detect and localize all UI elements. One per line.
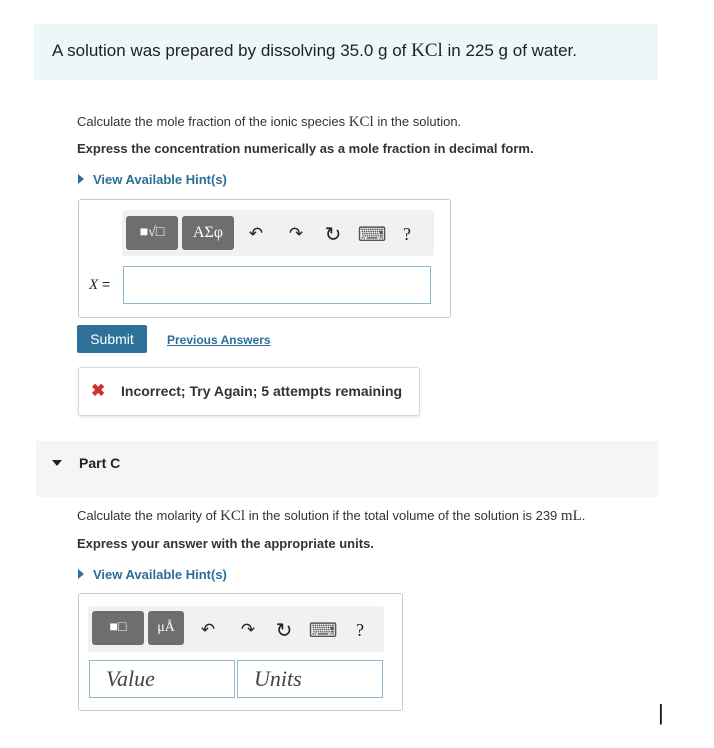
units-placeholder: Units [254, 666, 302, 691]
help-icon[interactable]: ? [403, 223, 411, 244]
units-template-button[interactable] [92, 611, 144, 645]
reset-icon[interactable]: ↻ [324, 223, 342, 246]
problem-text-before: A solution was prepared by dissolving 35.0 g of [52, 41, 412, 60]
part-c-title: Part C [79, 455, 121, 471]
units-button[interactable] [148, 611, 184, 645]
caret-down-icon[interactable] [52, 460, 62, 466]
part-b-hint-link[interactable] [78, 172, 227, 187]
submit-button[interactable]: Submit [77, 325, 147, 353]
part-b-input-label [89, 276, 110, 294]
problem-formula: KCl [411, 40, 443, 61]
keyboard-icon[interactable]: ⌨ [357, 223, 387, 246]
value-input[interactable] [89, 660, 235, 698]
part-c-hint-link[interactable] [78, 567, 227, 582]
part-b-instruction: Express the concentration numerically as a mole fraction in decimal form. [77, 141, 534, 156]
part-c-question-end: . [581, 508, 586, 523]
value-placeholder: Value [106, 666, 155, 691]
part-c-instruction: Express your answer with the appropriate units. [77, 536, 374, 551]
part-c-hint-label: View Available Hint(s) [93, 567, 227, 582]
part-b-question-after: in the solution. [373, 114, 462, 129]
mole-fraction-input[interactable] [123, 266, 431, 304]
units-input[interactable] [237, 660, 383, 698]
mole-fraction-variable: X [89, 277, 99, 293]
part-b-hint-label: View Available Hint(s) [93, 172, 227, 187]
part-c-question-unit: mL [560, 508, 582, 524]
part-c-header[interactable] [36, 441, 658, 497]
equals-sign: = [98, 276, 111, 292]
math-template-icon: ■√□ [139, 225, 165, 240]
undo-icon[interactable]: ↶ [200, 620, 216, 639]
reset-icon[interactable]: ↻ [275, 619, 293, 642]
help-icon[interactable]: ? [356, 619, 364, 640]
caret-right-icon [78, 174, 84, 184]
text-cursor: | [658, 700, 664, 725]
keyboard-icon[interactable]: ⌨ [308, 619, 338, 642]
part-c-question [77, 508, 585, 525]
x-mark-icon: ✖ [91, 381, 106, 400]
math-template-button[interactable] [126, 216, 178, 250]
units-template-icon: ■□ [109, 620, 127, 635]
part-c-question-before: Calculate the molarity of [77, 508, 221, 523]
part-b-question-before: Calculate the mole fraction of the ionic species [77, 114, 349, 129]
feedback-text: Incorrect; Try Again; 5 attempts remaining [121, 383, 403, 399]
problem-text-after: in 225 g of water. [442, 41, 577, 60]
redo-icon[interactable]: ↷ [288, 224, 304, 243]
part-c-question-mid: in the solution if the total volume of the solution is 239 [245, 508, 561, 523]
previous-answers-link[interactable]: Previous Answers [167, 333, 271, 347]
part-c-question-formula: KCl [220, 508, 246, 524]
part-b-question [77, 114, 461, 131]
problem-statement [52, 40, 577, 62]
caret-right-icon [78, 569, 84, 579]
greek-symbols-label: ΑΣφ [192, 224, 224, 241]
greek-symbols-button[interactable] [182, 216, 234, 250]
units-label: μÅ [157, 620, 175, 635]
redo-icon[interactable]: ↷ [240, 620, 256, 639]
part-b-question-formula: KCl [348, 114, 374, 130]
undo-icon[interactable]: ↶ [248, 224, 264, 243]
